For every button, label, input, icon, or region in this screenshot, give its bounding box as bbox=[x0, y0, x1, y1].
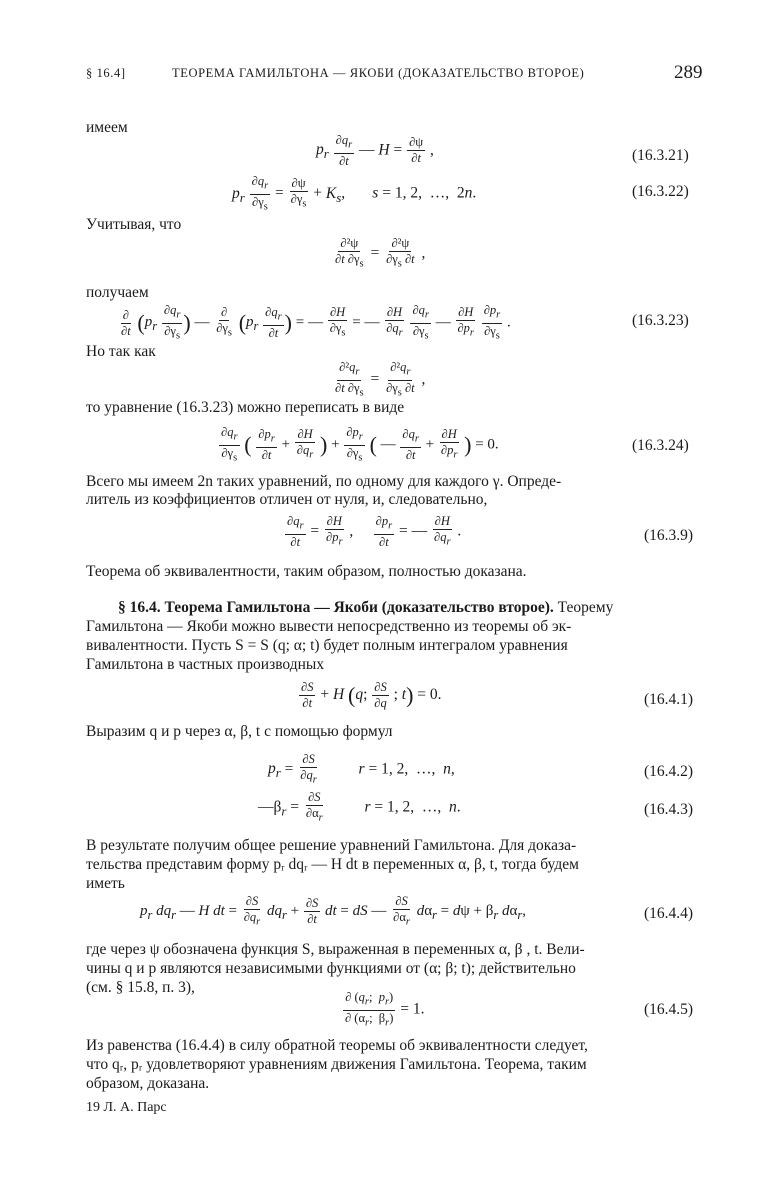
eq-number: (16.3.24) bbox=[632, 437, 689, 454]
text-line: вивалентности. Пусть S = S (q; α; t) будет полным интегралом уравнения bbox=[86, 637, 568, 654]
equation-16-3-9: $\frac{\partial q_r}{\partial t}$ = $\frac{\partial H}{\partial p_r}$ , $\frac{\partial p_r}{\partial t}$ = — $\frac{\partial H}{\partial q_r}$ . bbox=[287, 514, 462, 549]
equation-q-mixed: $\frac{\partial^2q_r}{\partial t \partial\gamma_s}$ = $\frac{\partial^2q_r}{\partial\gamma_s \partial t}$ , bbox=[335, 360, 426, 398]
eq-number: (16.3.22) bbox=[632, 183, 689, 200]
equation-16-3-23: ∂ ∂t ($p_r$ $\frac{\partial q_r}{\partial\gamma_s}$ ) — ∂ $\partial\gamma_s$ ($p_r$ $\frac{\partial q_r}{\partial t}$ ) = — $\frac{\partial H}{\partial\gamma_s}$ = — $\frac{\partial H}{\partial q_r}$ $\frac{\partial q_r}{\partial\gamma_s}$ — $\frac{\partial H}{\partial p_r}$ $\frac{\partial p_r}{\partial\gamma_s}$ . bbox=[121, 303, 511, 341]
page-number: 289 bbox=[674, 62, 703, 83]
equation-16-3-22: $p_r$ $\frac{\partial q_r}{\partial\gamma_s}$ = $\frac{\partial\psi}{\partial\gamma_s}$ + $K_s$, s = 1, 2, …, 2n. bbox=[232, 174, 477, 212]
eq-number: (16.3.9) bbox=[644, 527, 694, 544]
eq-number: (16.4.3) bbox=[644, 801, 694, 818]
text-line: Теорема об эквивалентности, таким образом, полностью доказана. bbox=[86, 563, 527, 580]
text-line: Гамильтона — Якоби можно вывести непосредственно из теоремы об эк- bbox=[86, 618, 572, 635]
text-line: образом, доказана. bbox=[86, 1075, 210, 1092]
header-section: § 16.4] bbox=[86, 66, 126, 80]
eq-number: (16.3.23) bbox=[632, 312, 689, 329]
section-title: § 16.4. Теорема Гамильтона — Якоби (доказательство второе). bbox=[118, 599, 554, 616]
text-line: Учитывая, что bbox=[86, 216, 182, 233]
equation-16-4-2: $p_r$ = $\frac{\partial S}{\partial q_r}$ r = 1, 2, …, n, bbox=[268, 752, 455, 786]
eq-number: (16.4.5) bbox=[644, 1001, 694, 1018]
eq-number: (16.4.2) bbox=[644, 763, 694, 780]
eq-number: (16.3.21) bbox=[632, 147, 689, 164]
equation-16-3-24: $\frac{\partial q_r}{\partial\gamma_s}$ ( $\frac{\partial p_r}{\partial t}$ + $\frac{\partial H}{\partial q_r}$ ) + $\frac{\partial p_r}{\partial\gamma_s}$ ( — $\frac{\partial q_r}{\partial t}$ + $\frac{\partial H}{\partial p_r}$ ) = 0. bbox=[221, 425, 499, 463]
eq-number: (16.4.1) bbox=[644, 691, 694, 708]
section-first-line-rest: Теорему bbox=[553, 599, 614, 616]
text-line: В результате получим общее решение уравнений Гамильтона. Для доказа- bbox=[86, 837, 577, 854]
text-line: Но так как bbox=[86, 343, 156, 360]
text-line: Выразим q и p через α, β, t с помощью формул bbox=[86, 723, 393, 740]
text-line: Гамильтона в частных производных bbox=[86, 656, 325, 673]
text-line: что qᵣ, pᵣ удовлетворяют уравнениям движения Гамильтона. Теорема, таким bbox=[86, 1056, 587, 1073]
equation-16-4-3: $—\beta_r$ = $\frac{\partial S}{\partial\alpha_r}$ r = 1, 2, …, n. bbox=[258, 790, 461, 824]
equation-16-3-21: $p_r$ $\frac{\partial q_r}{\partial t}$ — H = $\frac{\partial\psi}{\partial t}$ , bbox=[316, 133, 434, 168]
text-line: иметь bbox=[86, 875, 125, 892]
text-line: где через ψ обозначена функция S, выраженная в переменных α, β , t. Вели- bbox=[86, 941, 585, 958]
text-line: имеем bbox=[86, 119, 128, 136]
equation-16-4-4: $p_r$ $dq_r$ — H dt = $\frac{\partial S}{\partial q_r}$ $dq_r$ + $\frac{\partial S}{\partial t}$ dt = dS — $\frac{\partial S}{\partial\alpha_r}$ $d\alpha_r = d\psi + \beta_r$ $d\alpha_r$, bbox=[140, 894, 526, 928]
eq-number: (16.4.4) bbox=[644, 905, 694, 922]
text-line: (см. § 15.8, п. 3), bbox=[86, 979, 195, 996]
equation-psi-mixed: $\frac{\text{∂²ψ}}{\partial t \partial\gamma_s}$ = $\frac{\text{∂²ψ}}{\partial\gamma_s \partial t}$ , bbox=[335, 236, 426, 270]
text-line: тельства представим форму pᵣ dqᵣ — H dt в переменных α, β, t, тогда будем bbox=[86, 856, 579, 873]
equation-16-4-1: $\frac{\partial S}{\partial t}$ + H (q; $\frac{\partial S}{\partial q}$ ; t) = 0. bbox=[301, 680, 442, 710]
header-title: ТЕОРЕМА ГАМИЛЬТОНА — ЯКОБИ (ДОКАЗАТЕЛЬСТВО ВТОРОЕ) bbox=[172, 66, 585, 80]
section-heading-line bbox=[118, 598, 613, 617]
text-line: Из равенства (16.4.4) в силу обратной теоремы об эквивалентности следует, bbox=[86, 1037, 588, 1054]
footer-signature: 19 Л. А. Парс bbox=[86, 1100, 167, 1115]
text-line: чины q и p являются независимыми функциями от (α; β; t); действительно bbox=[86, 960, 576, 977]
text-line: то уравнение (16.3.23) можно переписать в виде bbox=[86, 399, 405, 416]
equation-16-4-5: $\frac{\partial (q_r; p_r)}{\partial (\alpha_r; \beta_r)}$ = 1. bbox=[345, 990, 425, 1028]
text-line: получаем bbox=[86, 284, 149, 301]
text-line: Всего мы имеем 2n таких уравнений, по одному для каждого γ. Опреде- bbox=[86, 473, 562, 490]
text-line: литель из коэффициентов отличен от нуля, и, следовательно, bbox=[86, 491, 488, 508]
